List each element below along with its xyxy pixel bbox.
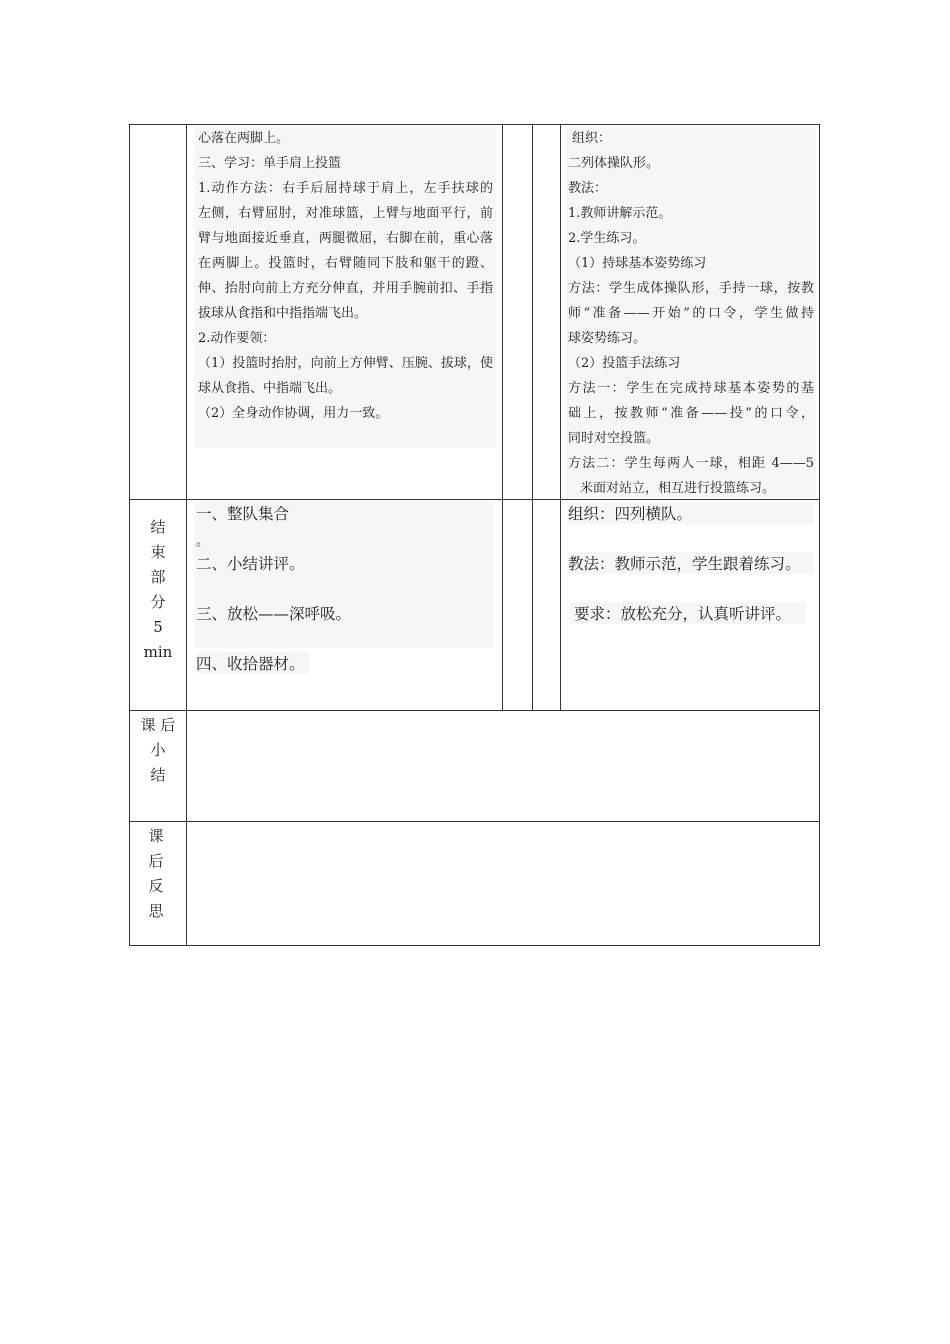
- label-char: 束: [150, 543, 166, 561]
- reflection-content: [187, 822, 819, 945]
- content-line: 拔球从食指和中指指端飞出。: [198, 306, 368, 321]
- org-line: 球姿势练习。: [568, 331, 647, 346]
- label-char: 后: [160, 716, 176, 734]
- content-line: 心落在两脚上。: [198, 131, 290, 146]
- ending-item-4: 四、收拾器材。: [196, 652, 309, 674]
- content-line: 三、学习：单手肩上投篮: [198, 156, 342, 171]
- basic-part-content: [194, 126, 497, 448]
- org-line: （1）持球基本姿势练习: [568, 256, 707, 271]
- org-line: 础上，按教师“准备——投”的口令，: [568, 406, 814, 421]
- org-line: 1.教师讲解示范。: [568, 206, 672, 221]
- ending-dot: 。: [196, 534, 210, 549]
- content-line: 臂与地面接近垂直，两腿微屈，右脚在前，重心落: [198, 231, 493, 246]
- org-line: （2）投篮手法练习: [568, 356, 681, 371]
- org-line: 方法：学生成体操队形，手持一球，按教: [568, 281, 814, 296]
- content-line: （1）投篮时抬肘，向前上方伸臂、压腕、拔球，使: [198, 356, 493, 371]
- org-line: 米面对站立，相互进行投篮练习。: [580, 481, 776, 496]
- org-line: 同时对空投篮。: [568, 431, 660, 446]
- label-char: 结: [150, 518, 166, 536]
- summary-label: [130, 713, 186, 788]
- ending-item-2: 二、小结讲评。: [196, 555, 305, 573]
- label-char: 部: [150, 568, 166, 586]
- org-line: 师“准备——开始”的口令，学生做持: [568, 306, 814, 321]
- label-char: 反: [148, 877, 164, 895]
- label-char: 课: [140, 716, 156, 734]
- ending-org-line-3: 要求：放松充分，认真听讲评。: [570, 602, 806, 624]
- content-line: 在两脚上。投篮时，右臂随同下肢和躯干的蹬、: [198, 256, 493, 271]
- org-line: 组织：: [572, 131, 612, 146]
- summary-label-row: [130, 713, 186, 738]
- content-line: （2）全身动作协调，用力一致。: [198, 406, 389, 421]
- column-divider-content: [502, 125, 503, 711]
- org-line: 二列体操队形。: [568, 156, 660, 171]
- ending-part-label: [130, 515, 186, 665]
- label-char: 5: [153, 618, 163, 636]
- label-char: 小: [150, 741, 166, 759]
- ending-item-1: 一、整队集合: [196, 505, 290, 523]
- column-divider-count: [532, 125, 533, 711]
- label-char: 结: [150, 766, 166, 784]
- org-line: 教法：: [568, 181, 608, 196]
- ending-org-line-1: 组织：四列横队。: [568, 502, 814, 524]
- content-line: 球从食指、中指端飞出。: [198, 381, 342, 396]
- org-line: 方法一：学生在完成持球基本姿势的基: [568, 381, 814, 396]
- label-char: 思: [148, 902, 164, 920]
- org-line: 2.学生练习。: [568, 231, 646, 246]
- label-char: min: [143, 643, 173, 661]
- content-line: 2.动作要领：: [198, 331, 276, 346]
- label-char: 分: [150, 593, 166, 611]
- ending-org-line-2: 教法：教师示范，学生跟着练习。: [568, 552, 814, 574]
- summary-content: [187, 711, 819, 821]
- basic-part-organization: [566, 126, 816, 498]
- lesson-plan-table: [129, 124, 820, 946]
- label-char: 课: [148, 827, 164, 845]
- content-line: 1.动作方法：右手后屈持球于肩上，左手扶球的: [198, 181, 493, 196]
- ending-item-3: 三、放松——深呼吸。: [196, 605, 352, 623]
- reflection-label: [130, 824, 182, 924]
- column-divider-time: [560, 125, 561, 711]
- content-line: 左侧，右臂屈肘，对准球篮，上臂与地面平行，前: [198, 206, 493, 221]
- org-line: 方法二：学生每两人一球，相距 4——5: [568, 456, 814, 471]
- content-line: 伸、抬肘向前上方充分伸直，并用手腕前扣、手指: [198, 281, 493, 296]
- label-char: 后: [148, 852, 164, 870]
